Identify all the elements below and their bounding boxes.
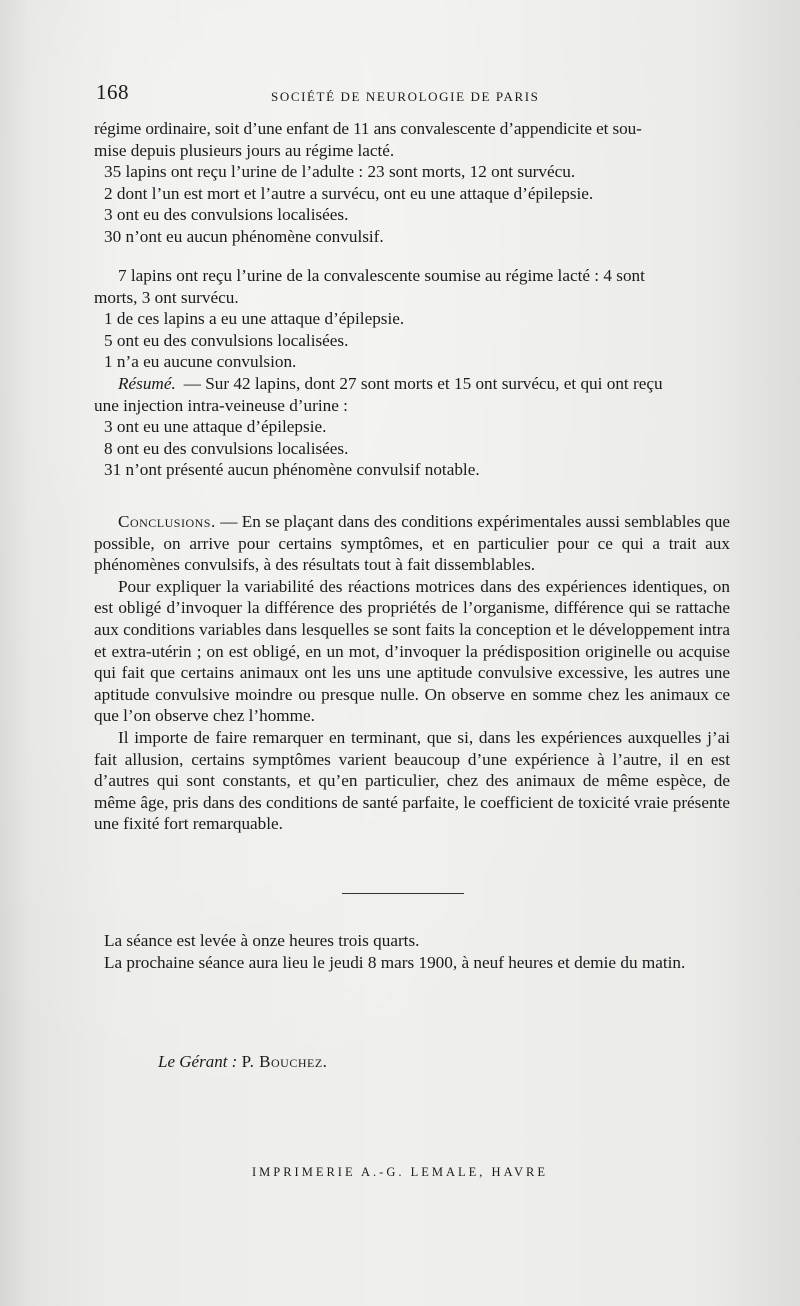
text-line: — Sur 42 lapins, dont 27 sont morts et 15 ont survécu, et qui ont reçu: [183, 374, 663, 393]
text-line: 3 ont eu une attaque d’épilepsie.: [104, 417, 327, 437]
signature: [158, 1052, 327, 1072]
text-line: 35 lapins ont reçu l’urine de l’adulte : 23 sont morts, 12 ont survécu.: [104, 162, 576, 182]
closing-paragraph-2: La prochaine séance aura lieu le jeudi 8 mars 1900, à neuf heures et demie du matin.: [104, 952, 686, 972]
text-line: 3 ont eu des convulsions localisées.: [104, 205, 349, 225]
text-line: 31 n’ont présenté aucun phénomène convulsif notable.: [104, 460, 480, 480]
signature-label: Le Gérant :: [158, 1052, 238, 1071]
text-line: morts, 3 ont survécu.: [94, 287, 239, 307]
conclusions-paragraph-2: Pour expliquer la variabilité des réactions motrices dans des expériences identiques, on est obligé d’invoquer la différence des propriétés de l’organisme, différence qui se rattache aux conditions variables dans lesquelles se sont faits la conception et le développement intra et extra-utérin ; on est obligé, en un mot, d’invoquer la prédisposition originelle ou acquise qui fait que certains animaux ont les uns une aptitude convulsive excessive, les autres une aptitude convulsive moindre ou presque nulle. On observe en somme chez les animaux ce que l’on observe chez l’homme.: [94, 576, 730, 726]
text-line: 1 de ces lapins a eu une attaque d’épilepsie.: [104, 309, 405, 329]
signature-name: P. Bouchez.: [241, 1052, 328, 1071]
conclusions-section: [94, 511, 730, 835]
paragraph-text: — En se plaçant dans des conditions expérimentales aussi semblables que possible, on arrive pour certains symptômes, et en particulier pour ce qui a trait aux phénomènes convulsifs, à des résultats tout à fait dissemblables.: [94, 512, 731, 575]
text-line: 5 ont eu des convulsions localisées.: [104, 330, 349, 350]
summary-block: [94, 373, 730, 481]
running-title: SOCIÉTÉ DE NEUROLOGIE DE PARIS: [271, 89, 540, 104]
text-line: 8 ont eu des convulsions localisées.: [104, 438, 349, 458]
text-line: mise depuis plusieurs jours au régime lacté.: [94, 140, 395, 160]
conclusions-paragraph-1: [94, 511, 730, 576]
text-line: 1 n’a eu aucune convulsion.: [104, 352, 297, 372]
text-line: régime ordinaire, soit d’une enfant de 11 ans convalescente d’appendicite et sou-: [94, 119, 642, 138]
page-number: 168: [96, 80, 129, 104]
text-line: 30 n’ont eu aucun phénomène convulsif.: [104, 226, 384, 246]
text-line: 2 dont l’un est mort et l’autre a survécu, ont eu une attaque d’épilepsie.: [104, 183, 594, 203]
closing-section: [94, 930, 730, 973]
closing-paragraph-1: La séance est levée à onze heures trois quarts.: [104, 931, 420, 950]
text-line: une injection intra-veineuse d’urine :: [94, 395, 348, 415]
section-divider: [342, 893, 464, 894]
conclusions-label: Conclusions.: [118, 512, 216, 531]
experiment-convalescent-block: [94, 265, 730, 373]
summary-label: Résumé.: [118, 374, 176, 393]
text-line: 7 lapins ont reçu l’urine de la convalescente soumise au régime lacté : 4 sont: [118, 266, 645, 285]
printer-imprint: IMPRIMERIE A.-G. LEMALE, HAVRE: [251, 1165, 549, 1179]
conclusions-paragraph-3: Il importe de faire remarquer en terminant, que si, dans les expériences auxquelles j’ai fait allusion, certains symptômes varient beaucoup d’une expérience à l’autre, il en est d’autres qui sont constants, et qu’en particulier, chez des animaux de même espèce, de même âge, pris dans des conditions de santé parfaite, le coefficient de toxicité vraie présente une fixité fort remarquable.: [94, 727, 730, 834]
experiment-adult-block: [94, 118, 730, 248]
